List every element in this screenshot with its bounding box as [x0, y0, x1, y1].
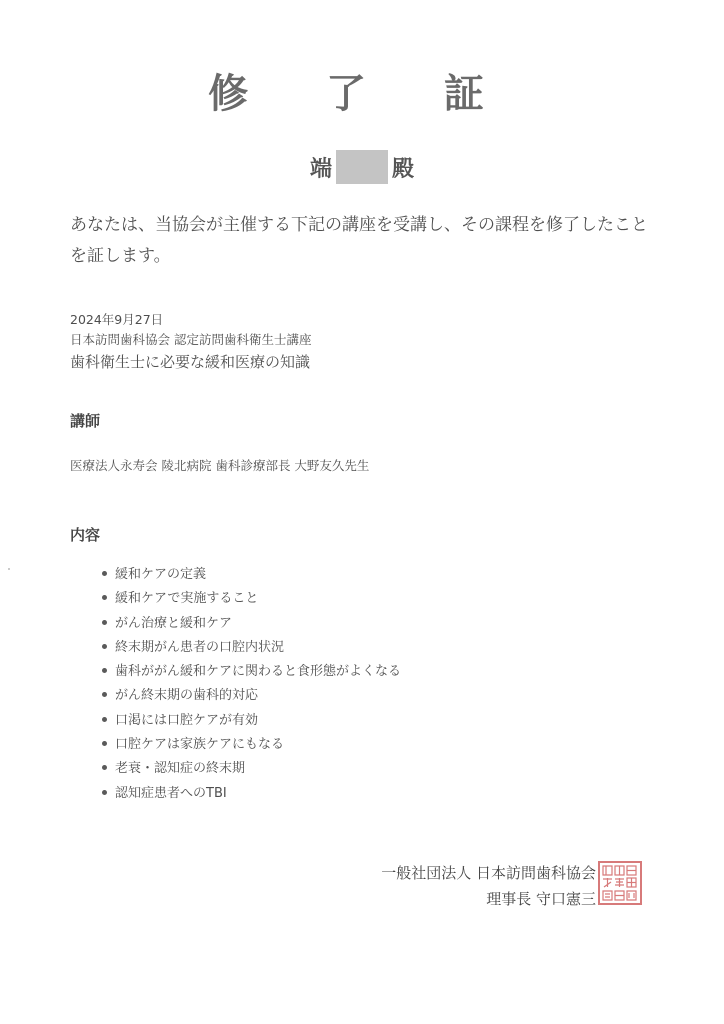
- list-item: 歯科ががん緩和ケアに関わると食形態がよくなる: [102, 660, 401, 684]
- official-seal-icon: [598, 861, 642, 905]
- seal-glyphs: [600, 863, 640, 903]
- bullet-icon: [102, 595, 107, 600]
- list-item: 緩和ケアの定義: [102, 563, 401, 587]
- list-item: がん終末期の歯科的対応: [102, 684, 401, 708]
- scan-speck: [8, 568, 10, 570]
- course-program: 日本訪問歯科協会 認定訪問歯科衛生士講座: [70, 332, 312, 347]
- instructor-name: 医療法人永寿会 陵北病院 歯科診療部長 大野友久先生: [70, 458, 370, 473]
- course-title: 歯科衛生士に必要な緩和医療の知識: [70, 353, 311, 371]
- list-item: 認知症患者へのTBI: [102, 782, 401, 806]
- contents-list: [102, 563, 401, 806]
- certification-statement: あなたは、当協会が主催する下記の講座を受講し、その課程を修了したことを証します。: [70, 215, 648, 266]
- recipient-line: [0, 150, 724, 184]
- course-info: [70, 310, 311, 374]
- recipient-honorific: 殿: [392, 156, 415, 182]
- certificate-title: 修 了 証: [208, 70, 516, 117]
- bullet-icon: [102, 717, 107, 722]
- issuer-organization: 一般社団法人 日本訪問歯科協会: [381, 864, 596, 882]
- issuer-representative: 理事長 守口憲三: [486, 890, 596, 908]
- list-item: 口渇には口腔ケアが有効: [102, 709, 401, 733]
- bullet-icon: [102, 790, 107, 795]
- redacted-name-block: [336, 150, 388, 184]
- list-item: 終末期がん患者の口腔内状況: [102, 636, 401, 660]
- bullet-icon: [102, 620, 107, 625]
- list-item: 口腔ケアは家族ケアにもなる: [102, 733, 401, 757]
- bullet-icon: [102, 644, 107, 649]
- course-date: 2024年9月27日: [70, 312, 164, 327]
- bullet-icon: [102, 692, 107, 697]
- instructor-heading: 講師: [70, 412, 101, 430]
- list-item: 緩和ケアで実施すること: [102, 587, 401, 611]
- issuer-block: [381, 860, 596, 912]
- contents-heading: 内容: [70, 526, 101, 544]
- bullet-icon: [102, 741, 107, 746]
- bullet-icon: [102, 668, 107, 673]
- recipient-name-prefix: 端: [309, 156, 332, 182]
- bullet-icon: [102, 765, 107, 770]
- bullet-icon: [102, 571, 107, 576]
- list-item: 老衰・認知症の終末期: [102, 757, 401, 781]
- list-item: がん治療と緩和ケア: [102, 612, 401, 636]
